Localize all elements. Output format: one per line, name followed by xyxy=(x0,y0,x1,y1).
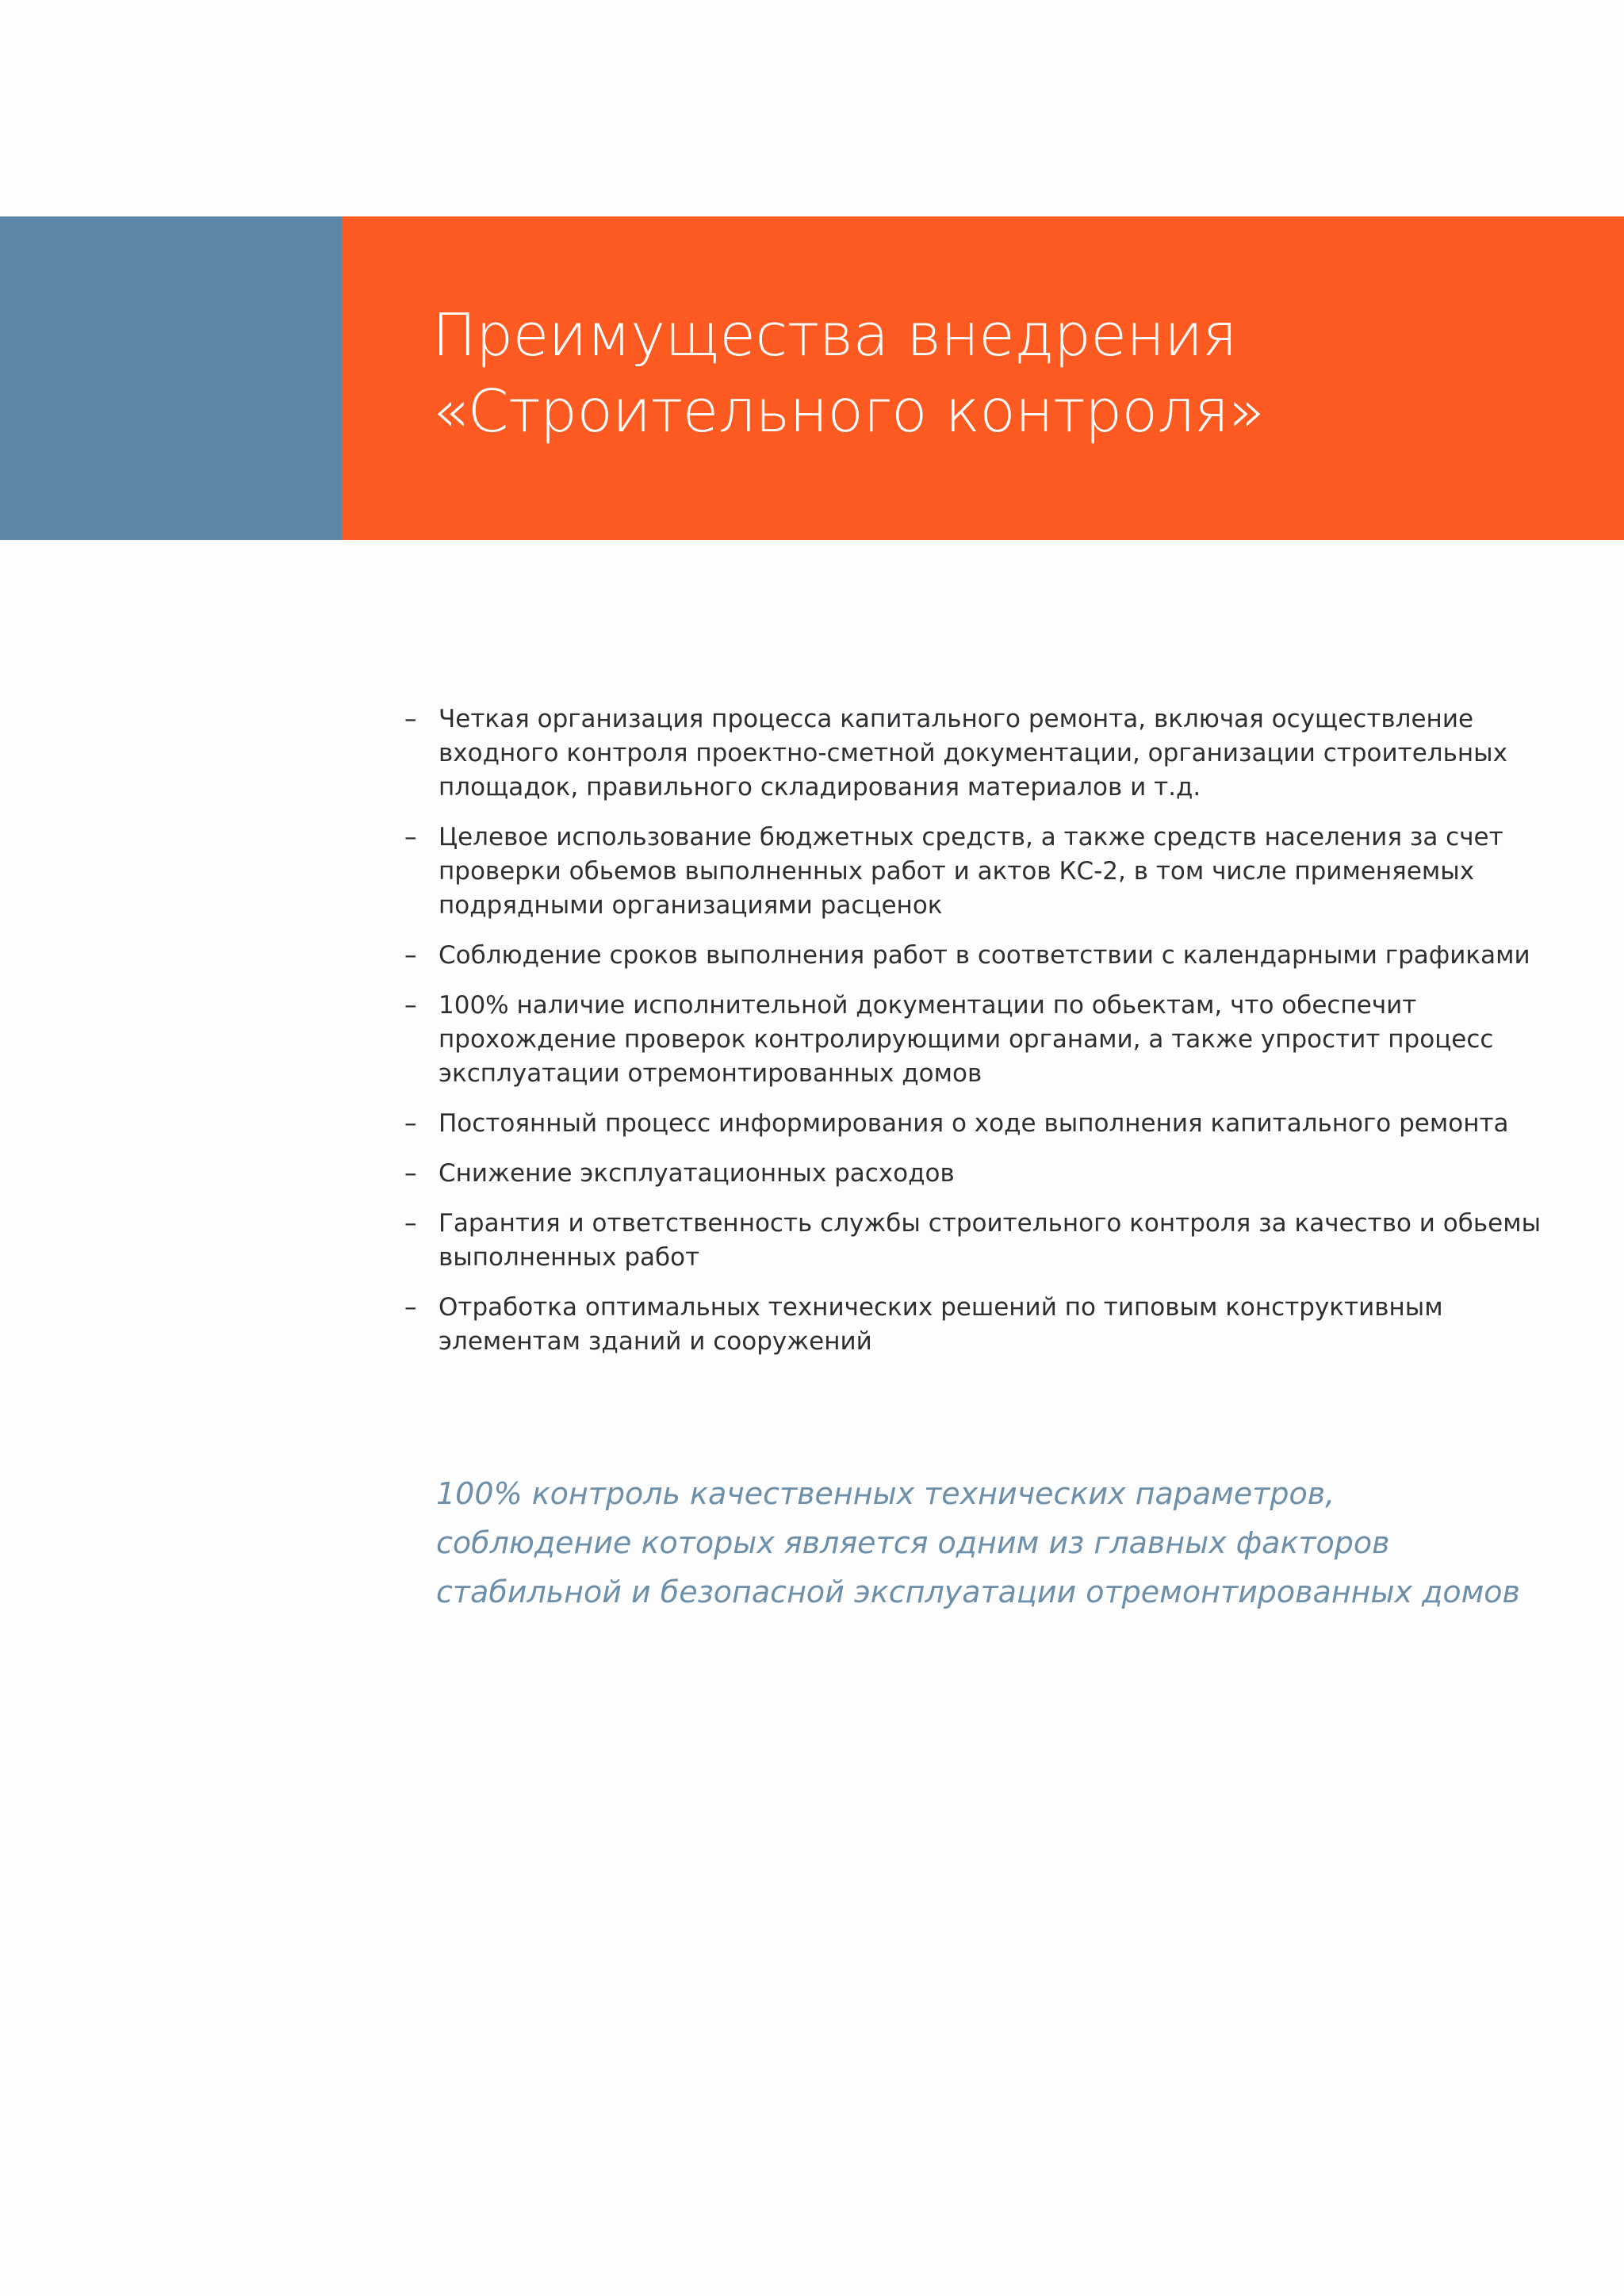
list-item-text xyxy=(439,939,1554,973)
bullet-dash: – xyxy=(404,1109,417,1138)
bullet-dash: – xyxy=(404,1293,417,1322)
list-item-line: Снижение эксплуатационных расходов xyxy=(439,1159,955,1188)
list-item xyxy=(404,1207,1554,1275)
list-item xyxy=(404,821,1554,923)
list-item-line: Соблюдение сроков выполнения работ в соответствии с календарными графиками xyxy=(439,941,1530,970)
list-item xyxy=(404,1157,1554,1191)
list-item-line: Постоянный процесс информирования о ходе выполнения капитального ремонта xyxy=(439,1109,1509,1138)
highlight-quote xyxy=(436,1469,1586,1617)
bullet-dash: – xyxy=(404,705,417,733)
list-item-line: 100% наличие исполнительной документации по обьектам, что обеспечит xyxy=(439,991,1417,1020)
list-item-text xyxy=(439,1291,1554,1359)
list-item-line: элементам зданий и сооружений xyxy=(439,1327,872,1356)
list-item xyxy=(404,1107,1554,1141)
list-item xyxy=(404,1291,1554,1359)
list-item-text xyxy=(439,702,1554,805)
header-band xyxy=(0,216,1624,540)
list-item-line: выполненных работ xyxy=(439,1243,700,1272)
page-title-line: «Строительного контроля» xyxy=(432,377,1265,446)
bullet-dash: – xyxy=(404,991,417,1020)
list-item-text xyxy=(439,821,1554,923)
list-item-line: подрядными организациями расценок xyxy=(439,891,943,920)
bullet-dash: – xyxy=(404,941,417,970)
list-item-line: проверки обьемов выполненных работ и актов КС-2, в том числе применяемых xyxy=(439,857,1475,886)
list-item-line: прохождение проверок контролирующими органами, а также упростит процесс xyxy=(439,1025,1494,1054)
list-item-line: эксплуатации отремонтированных домов xyxy=(439,1059,982,1088)
list-item-text xyxy=(439,1107,1554,1141)
quote-line: 100% контроль качественных технических параметров, xyxy=(436,1476,1335,1511)
list-item-text xyxy=(439,1157,1554,1191)
bullet-dash: – xyxy=(404,1159,417,1188)
list-item-line: Отработка оптимальных технических решений по типовым конструктивным xyxy=(439,1293,1443,1322)
list-item xyxy=(404,939,1554,973)
list-item xyxy=(404,989,1554,1091)
list-item-text xyxy=(439,1207,1554,1275)
accent-block xyxy=(0,216,342,540)
list-item xyxy=(404,702,1554,805)
bullet-dash: – xyxy=(404,823,417,851)
page-title-line: Преимущества внедрения xyxy=(432,301,1237,369)
list-item-text xyxy=(439,989,1554,1091)
title-block xyxy=(342,216,1624,540)
list-item-line: площадок, правильного складирования материалов и т.д. xyxy=(439,773,1201,802)
list-item-line: Четкая организация процесса капитального ремонта, включая осуществление xyxy=(439,705,1474,733)
bullet-dash: – xyxy=(404,1209,417,1238)
quote-line: стабильной и безопасной эксплуатации отремонтированных домов xyxy=(436,1575,1520,1609)
benefits-list xyxy=(404,702,1554,1375)
list-item-line: Гарантия и ответственность службы строительного контроля за качество и обьемы xyxy=(439,1209,1542,1238)
page-title xyxy=(432,297,1590,450)
list-item-line: входного контроля проектно-сметной документации, организации строительных xyxy=(439,739,1507,767)
quote-line: соблюдение которых является одним из главных факторов xyxy=(436,1525,1390,1560)
list-item-line: Целевое использование бюджетных средств, а также средств населения за счет xyxy=(439,823,1503,851)
